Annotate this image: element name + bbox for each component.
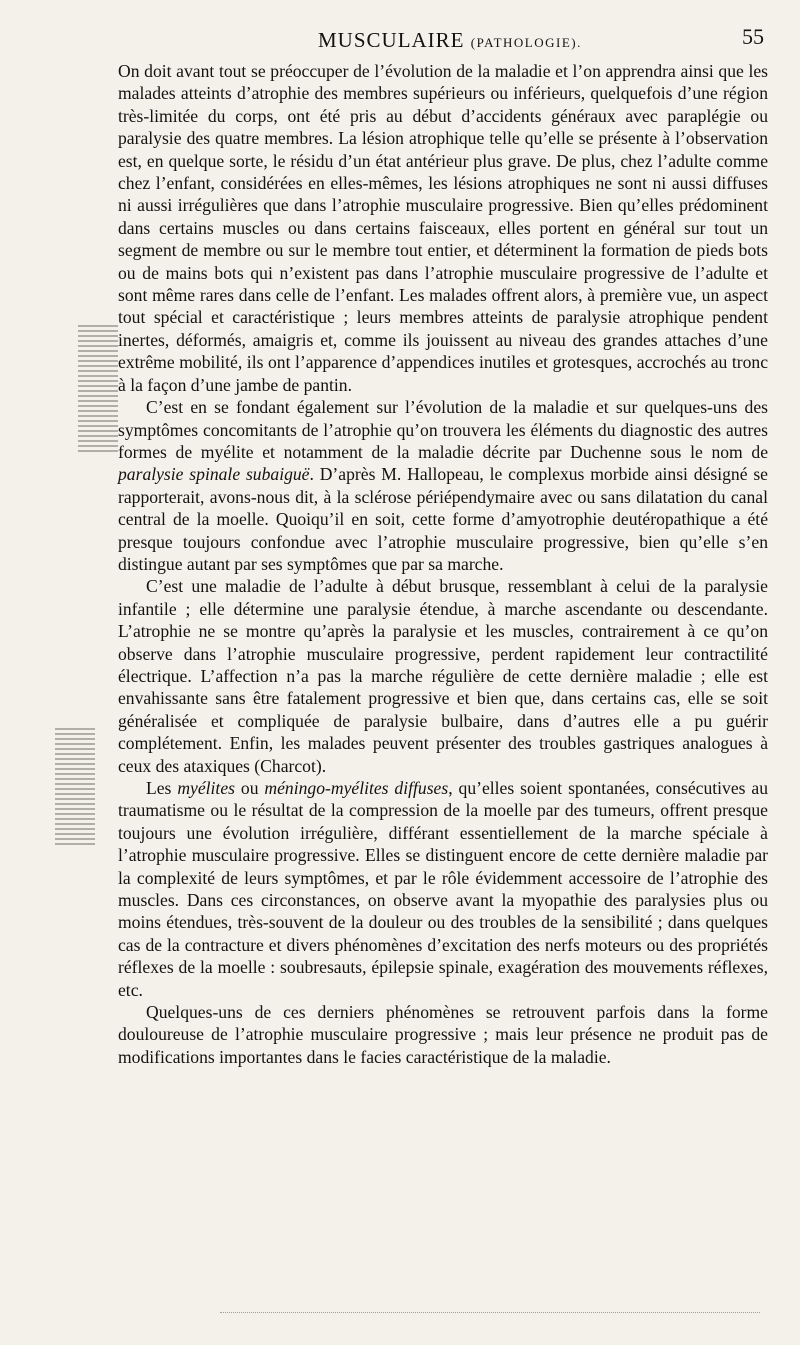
paragraph-text: On doit avant tout se préoccuper de l’évolution de la maladie et l’on apprendra ainsi que les malades atteints d’atrophie des membres supérieurs ou inférieurs, quelquefois d’une région très-limitée du corps, ont été pris au début d’accidents généraux avec paraplégie ou paralysie des quatre membres. La lésion atrophique telle qu’elle se présente à l’observation est, en quelque sorte, le résidu d’un état antérieur plus grave. De plus, chez l’adulte comme chez l’enfant, considérées en elles-mêmes, les lésions atrophiques ne sont ni aussi diffuses ni aussi irrégulières que dans l’atrophie musculaire progressive. Bien qu’elles prédominent dans certains muscles ou dans certains faisceaux, elles portent en général sur tout un segment de membre ou sur le membre tout entier, et déterminent la formation de pieds bots ou de mains bots qui n’existent pas dans l’atrophie musculaire progressive de l’adulte et sont même rares dans celle de l’enfant. Les malades offrent alors, à première vue, un aspect tout spécial et caractéristique ; leurs membres atteints de paralysie atrophique pendent inertes, déformés, amaigris et, comme ils jouissent au niveau des grandes attaches d’une extrême mobilité, ils ont l’apparence d’appendices inutiles et grotesques, accrochés au tronc à la façon d’une jambe de pantin. — [118, 61, 768, 395]
footer-rule — [220, 1312, 760, 1313]
paragraph-text: Les — [146, 778, 178, 798]
italic-term: méningo-myélites diffuses — [264, 778, 449, 798]
paragraph-text: Quelques-uns de ces derniers phénomènes se retrouvent parfois dans la forme douloureuse de l’atrophie musculaire progressive ; mais leur présence ne produit pas de modifications importantes dans le facies caractéristique de la maladie. — [118, 1002, 768, 1067]
paragraph — [118, 60, 768, 396]
paragraph — [118, 777, 768, 1001]
bleed-through-mark-lower — [55, 728, 95, 848]
paragraph-text: C’est en se fondant également sur l’évolution de la maladie et sur quelques-uns des symptômes concomitants de l’atrophie qu’on trouvera les éléments du diagnostic des autres formes de myélite et notamment de la maladie décrite par Duchenne sous le nom de — [118, 397, 768, 462]
running-title — [318, 28, 582, 53]
paragraph-text: . D’après M. Hallopeau, le complexus morbide ainsi désigné se rapporterait, avons-nous dit, à la sclérose périépendymaire avec ou sans dilatation du canal central de la moelle. Quoiqu’il en soit, cette forme d’amyotrophie deutéropathique a été presque toujours confondue avec l’atrophie musculaire progressive, bien qu’elle s’en distingue autant par ses symptômes que par sa marche. — [118, 464, 768, 574]
italic-term: paralysie spinale subaiguë — [118, 464, 310, 485]
body-text — [118, 60, 768, 1068]
running-title-main: MUSCULAIRE — [318, 28, 465, 52]
paragraph-text: ou — [234, 778, 265, 798]
italic-term: myélites — [177, 778, 235, 798]
running-title-sub: (PATHOLOGIE). — [470, 35, 582, 50]
paragraph-text: C’est une maladie de l’adulte à début brusque, ressemblant à celui de la paralysie infantile ; elle détermine une paralysie étendue, à marche ascendante ou descendante. L’atrophie ne se montre qu’après la paralysie et les muscles, contrairement à ce qu’on observe dans l’atrophie musculaire progressive, perdent rapidement leur contractilité électrique. L’affection n’a pas la marche régulière de cette dernière maladie ; elle est envahissante sans être fatalement progressive et bien que, dans certains cas, elle se soit généralisée et compliquée de paralysie bulbaire, dans d’autres elle a pu guérir complétement. Enfin, les malades peuvent présenter des troubles gastriques analogues à ceux des ataxiques (Charcot). — [118, 576, 768, 776]
paragraph — [118, 575, 768, 777]
paragraph — [118, 1001, 768, 1068]
page-number: 55 — [742, 24, 764, 49]
paragraph — [118, 396, 768, 575]
page-header — [118, 22, 768, 52]
bleed-through-mark-upper — [78, 325, 118, 455]
paragraph-text: , qu’elles soient spontanées, consécutives au traumatisme ou le résultat de la compression de la moelle par des tumeurs, offrent presque toujours une évolution irrégulière, différant essentiellement de la marche spéciale à l’atrophie musculaire progressive. Elles se distinguent encore de cette dernière maladie par la complexité de leurs symptômes, et par le rôle évidemment accessoire de l’atrophie des muscles. Dans ces circonstances, on observe avant la myopathie des paralysies plus ou moins étendues, très-souvent de la douleur ou des troubles de la sensibilité ; dans quelques cas de la contracture et divers phénomènes d’excitation des nerfs moteurs ou des propriétés réflexes de la moelle : soubresauts, épilepsie spinale, exagération des mouvements réflexes, etc. — [118, 778, 768, 1000]
